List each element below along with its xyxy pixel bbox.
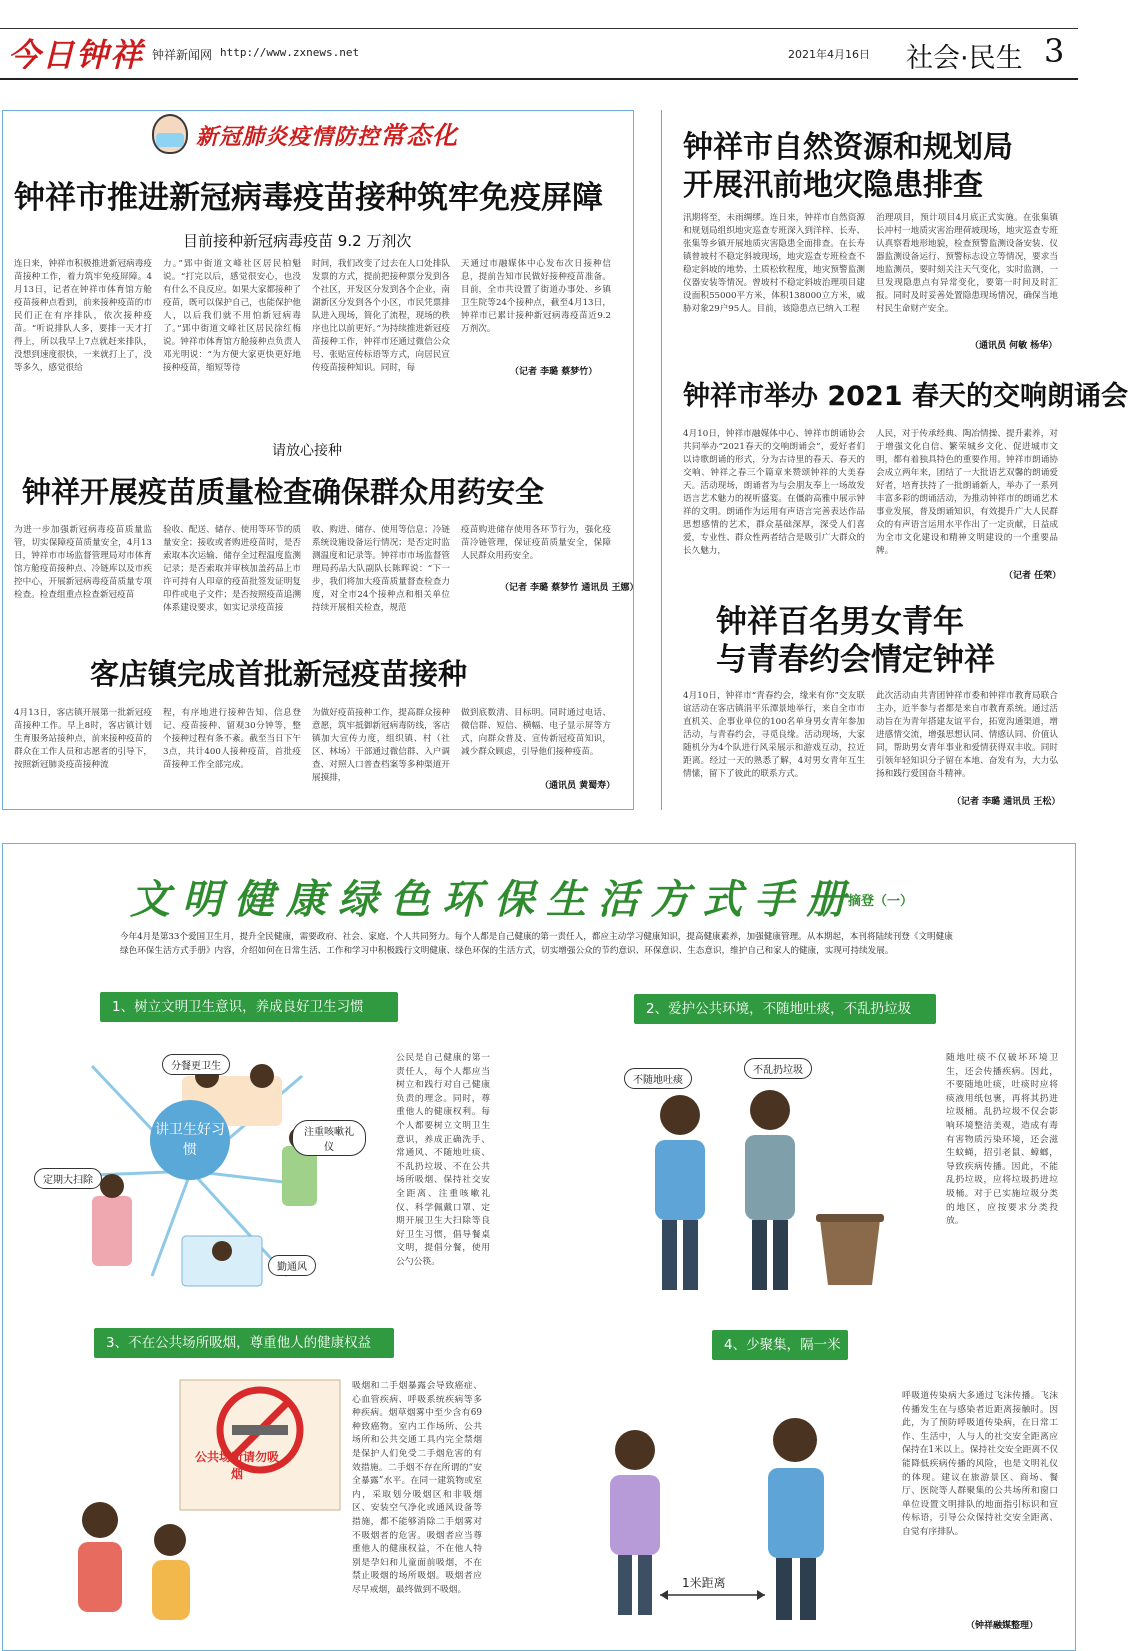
handbook-excerpt-label: 摘登（一） [848, 894, 914, 909]
masthead-rule [0, 78, 1078, 80]
distance-label: 1米距离 [682, 1576, 726, 1590]
social-distance-drawing [580, 1390, 880, 1640]
banner-emphasis: 常态化 [380, 121, 459, 150]
section1-text: 公民是自己健康的第一责任人，每个人都应当树立和践行对自己健康负责的理念。同时，尊重他人的健康权利。每个人都要树立文明卫生意识，养成正确洗手、常通风、不随地吐痰、不乱扔垃圾、不在公共场所吸烟、保持社交安全距离、注重咳嗽礼仪、科学佩戴口罩、定期开展卫生大扫除等良好卫生习惯，倡导餐桌文明，提倡分餐，使用公勺公筷。 [396, 1053, 490, 1267]
article1-byline: （记者 李璐 蔡梦竹） [510, 367, 598, 377]
distance-illustration [580, 1390, 880, 1640]
article1-col3: 时间，我们改变了过去在人口处排队发票的方式，提前把接种票分发到各个社区，开发区分发到各个企业，南湖新区分发到各个小区，市民凭票排队进入现场，简化了流程，现场的秩序也比以前更好。”为持续推进新冠疫苗接种工作，钟祥市还通过微信公众号、张贴宣传标语等方式，向居民宣传疫苗接种知识。同时，每 [312, 259, 450, 373]
article3-col4: 做到底数清、目标明。同时通过电话、微信群、短信、横幅、电子显示屏等方式，向群众普及、宣传新冠疫苗知识，减少群众顾虑，引导他们接种疫苗。 [461, 708, 611, 757]
section4-label: 4、少聚集，隔一米 [712, 1330, 848, 1360]
section3-text: 吸烟和二手烟暴露会导致癌症、心血管疾病、呼吸系统疾病等多种疾病。烟草烟雾中至少含有69种致癌物。室内工作场所、公共场所和公共交通工具内完全禁烟是保护人们免受二手烟危害的有效措施。二手烟不存在所谓的“安全暴露”水平。在同一建筑物或室内，采取划分吸烟区和非吸烟区、安装空气净化或通风设备等措施，都不能够消除二手烟雾对不吸烟者的危害。吸烟者应当尊重他人的健康权益，不在他人特别是孕妇和儿童面前吸烟，不在禁止吸烟的场所吸烟。吸烟者应尽早戒烟，最终做到不吸烟。 [352, 1381, 482, 1595]
article5-col1: 4月10日，钟祥市融媒体中心、钟祥市朗诵协会共同举办“2021春天的交响朗诵会”，爱好者们以诗歌朗诵的形式，分为古诗里的春天、春天的交响、钟祥之春三个篇章来赞颂钟祥的大美春天。活动现场，朗诵者为与会朋友奉上一场故发语言艺术魅力的视听盛宴。在僵韵高雅中展示钟祥的文明。朗诵作为运用有声语言完善表达作品思想感情的艺术，群众基础深厚，深受人们喜爱，专业性、群众性两者结合是吸引广大群众的长久魅力， [683, 429, 865, 556]
handbook-byline: （钟祥融媒整理） [966, 1621, 1039, 1631]
hygiene-center-text: 讲卫生好习惯 [155, 1122, 225, 1158]
article6-byline: （记者 李璐 通讯员 王松） [952, 797, 1061, 807]
bubble-no-spitting: 不随地吐痰 [624, 1068, 692, 1089]
article6-title-line2[interactable]: 与青春约会情定钟祥 [716, 642, 995, 678]
top-rule [0, 28, 1078, 29]
section1-label: 1、树立文明卫生意识，养成良好卫生习惯 [100, 992, 398, 1022]
section2-text: 随地吐痰不仅破坏环境卫生，还会传播疾病。因此，不要随地吐痰，吐痰时应将痰液用纸包裹，再将其扔进垃圾桶。乱扔垃圾不仅会影响环境整洁美观，造成有毒有害物质污染环境，还会滋生蚊蝇，招引老鼠、蟑螂，导致疾病传播。因此，不能乱扔垃圾，应将垃圾扔进垃圾桶。对于已实施垃圾分类的地区，应按要求分类投放。 [946, 1053, 1058, 1227]
handbook-intro: 今年4月是第33个爱国卫生月，提升全民健康，需要政府、社会、家庭、个人共同努力。每个人都是自己健康的第一责任人，都应主动学习健康知识，提高健康素养，加强健康管理。从本期起，本刊将陆续刊登《文明健康绿色环保生活方式手册》内容，介绍如何在日常生活、工作和学习中积极践行文明健康、绿色环保的生活方式，切实增强公众的节约意识、环保意识、生态意识，维护自己和家人的健康，实现可持续发展。 [120, 932, 953, 956]
section2-label: 2、爱护公共环境，不随地吐痰，不乱扔垃圾 [634, 994, 936, 1024]
article3-col1: 4月13日，客店镇开展第一批新冠疫苗接种工作。早上8时，客店镇计划生育服务站接种点，前来接种疫苗的群众在工作人员和志愿者的引导下，按照新冠肺炎疫苗接种流 [14, 708, 152, 770]
article6-col2: 此次活动由共青团钟祥市委和钟祥市教育局联合主办，近半参与者都是来自市教育系统。通过活动旨在为青年搭建友谊平台，拓宽沟通渠道，增进感情交流，增强思想认同、情感认同、价值认同，帮助男女青年事业和爱情获得双丰收。同时引领年轻知识分子留在本地、奋发有为，大力弘扬和践行爱国奋斗精神。 [876, 691, 1058, 779]
article4-title-line1[interactable]: 钟祥市自然资源和规划局 [683, 130, 1013, 165]
banner-prefix: 新冠肺炎疫情防控 [196, 124, 381, 150]
no-smoking-sign: 公共场所请勿吸烟 [194, 1450, 279, 1481]
article6-col1: 4月10日，钟祥市“青春约会，缘来有你”交友联谊活动在客店镇涓平乐潭景地举行，来自全市市直机关、企事业单位的100名单身男女青年参加活动，与青春约会，寻觅良缘。活动现场，大家随机分为4个队进行风采展示和游戏互动，拉近距离。经过一天的熟悉了解，4对男女青年互生情愫，留下了彼此的联系方式。 [683, 691, 865, 779]
article5-byline: （记者 任荣） [1004, 571, 1062, 581]
article3-col3: 为做好疫苗接种工作，提高群众接种意愿，筑牢抵御新冠病毒防线，客店镇加大宣传力度，组织镇、村（社区、林场）干部通过微信群、入户调查、对照人口普查档案等多种渠道开展摸排， [312, 708, 450, 783]
article2-col3: 收、购进、储存、使用等信息；冷链系统设施设备运行情况；是否定时监测温度和记录等。钟祥市市场监督管理局药品大队副队长陈晖说：“下一步，我们将加大疫苗质量督查检查力度，对全市24个接种点和相关单位持续开展相关检查，规范 [312, 525, 450, 613]
article1-col2: 力。”郢中街道文峰社区居民柏魁说。“打完以后，感觉很安心，也没有什么不良反应。如果大家都接种了疫苗，既可以保护自己，也能保护他人，以后我们就不用怕新冠病毒了。”郢中街道文峰社区居民徐红梅说。钟祥市体育馆方舱接种点负责人邓光明说：“为方便大家更快更好地接种疫苗，缩短等待 [163, 259, 301, 373]
article3-title[interactable]: 客店镇完成首批新冠疫苗接种 [90, 657, 468, 691]
article4-title-line2[interactable]: 开展汛前地灾隐患排查 [683, 168, 983, 203]
epidemic-banner [196, 116, 458, 152]
handbook-title: 文明健康绿色环保生活方式手册 [130, 876, 858, 923]
article2-byline: （记者 李璐 蔡梦竹 通讯员 王娜） [500, 583, 639, 593]
article2-col4: 疫苗购进储存使用各环节行为，强化疫苗冷链管理，保证疫苗质量安全，保障人民群众用药安全。 [461, 525, 611, 561]
section4-text: 呼吸道传染病大多通过飞沫传播。飞沫传播发生在与感染者近距离接触时。因此，为了预防呼吸道传染病，在日常工作、生活中，人与人的社交安全距离应保持在1米以上。保持社交安全距离不仅能降低疾病传播的风险，也是文明礼仪的体现。建议在旅游景区、商场、餐厅、医院等人群聚集的公共场所和窗口单位设置文明排队的地面指引标识和宣传标语，引导公众保持社交安全距离、自觉有序排队。 [902, 1391, 1058, 1537]
article2-col1: 为进一步加强新冠病毒疫苗质量监管，切实保障疫苗质量安全，4月13日，钟祥市市场监督管理局对市体育馆方舱疫苗接种点、冷链库以及市疾控中心，开展新冠病毒疫苗质量专项检查。检查组重点检查新冠疫苗 [14, 525, 152, 600]
site-name: 钟祥新闻网 [152, 48, 213, 62]
issue-date: 2021年4月16日 [788, 48, 870, 61]
article5-title[interactable]: 钟祥市举办 2021 春天的交响朗诵会 [683, 381, 1128, 412]
bubble-ventilation: 勤通风 [268, 1255, 316, 1276]
article1-col4: 天通过市融媒体中心发布次日接种信息，提前告知市民做好接种疫苗准备。目前，全市共设置了街道办事处、乡镇卫生院等24个接种点，截至4月13日，钟祥市已累计接种新冠病毒疫苗近9.2万剂次。 [461, 259, 611, 334]
article1-subtitle: 目前接种新冠病毒疫苗 9.2 万剂次 [183, 232, 412, 250]
article3-col2: 程，有序地进行接种告知、信息登记、疫苗接种、留观30分钟等，整个接种过程有条不紊。截至当日下午3点，共计400人接种疫苗，首批疫苗接种工作全部完成。 [163, 708, 301, 770]
bubble-no-littering: 不乱扔垃圾 [744, 1058, 812, 1079]
article5-col2: 人民，对于传承经典、陶冶情操、提升素养，对于增强文化自信、繁荣城乡文化、促进城市文明，都有着独具特色的重要作用。钟祥市朗诵协会成立两年来，团结了一大批语艺双馨的朗诵爱好者，培育扶持了一批朗诵新人，举办了一系列丰富多彩的朗诵活动，为推动钟祥市的朗诵艺术事业发展，普及朗诵知识，有效提升广大人民群众的有声语言运用水平作出了一定贡献，日益成为全市文化建设和精神文明建设的一个重要品牌。 [876, 429, 1058, 556]
hygiene-center-circle [150, 1100, 230, 1180]
bubble-cleaning: 定期大扫除 [34, 1168, 102, 1189]
face-mask-icon [156, 133, 184, 147]
article2-title[interactable]: 钟祥开展疫苗质量检查确保群众用药安全 [22, 475, 545, 509]
page-number: 3 [1044, 32, 1065, 70]
section3-label: 3、不在公共场所吸烟，尊重他人的健康权益 [94, 1328, 394, 1358]
bubble-separate-meals: 分餐更卫生 [162, 1054, 230, 1075]
article4-col2: 治理项目，预计项目4月底正式实施。在张集镇长冲村一地质灾害治理荷坡现场，地灾巡查专班认真察看地形地貌，检查预警监测设备安装、仪器监测设备运行、预警标志设立等情况，要求当地监测员，要时刻关注天气变化，实时监测，一旦发现隐患点有异常变化，要第一时间及时汇报。同时及时妥善处置隐患现场情况，确保当地村民生命财产安全。 [876, 213, 1058, 314]
article3-byline: （通讯员 黄蜀寿） [540, 781, 616, 791]
article4-col1: 汛期将至，未雨绸缪。连日来，钟祥市自然资源和规划局组织地灾巡查专班深入到洋梓、长寿、张集等乡镇开展地质灾害隐患全面排查。在长寿镇曾坡村不稳定斜坡现场，地灾巡查专班检查不稳定斜坡的地势、土质松软程度，地灾预警监测仪器安装等情况。曾坡村不稳定斜坡治理项目建设面积55000平方米，体积138000立方米，威胁对象29户95人。目前，该隐患点已纳入工程 [683, 213, 865, 314]
article1-col1: 连日来，钟祥市积极推进新冠病毒疫苗接种工作，着力筑牢免疫屏障。4月13日，记者在钟祥市体育馆方舱疫苗接种点看到，前来接种疫苗的市民们正在有序排队，依次接种疫苗。“听说排队人多，要排一天才打得上，所以我早上7点就赶来排队，没想到速度很快，一来就打上了，没等多久，感觉很给 [14, 259, 152, 373]
article6-title-line1[interactable]: 钟祥百名男女青年 [716, 604, 964, 640]
article2-col2: 验收、配送、储存、使用等环节的质量安全；接收或者购进疫苗时，是否索取本次运输、储存全过程温度监测记录；是否索取并审核加盖药品上市许可持有人印章的疫苗批签发证明复印件或电子文件；是否按照疫苗追溯体系建设要求，如实记录疫苗接 [163, 525, 301, 613]
newspaper-logo: 今日钟祥 [8, 36, 145, 74]
bubble-cough-etiquette: 注重咳嗽礼仪 [292, 1120, 366, 1156]
site-url[interactable]: http://www.zxnews.net [220, 46, 360, 59]
article2-kicker: 请放心接种 [272, 443, 342, 459]
section-name: 社会·民生 [906, 43, 1023, 74]
article4-byline: （通讯员 何敏 杨华） [970, 341, 1058, 351]
no-smoking-illustration [60, 1370, 350, 1640]
article1-title[interactable]: 钟祥市推进新冠病毒疫苗接种筑牢免疫屏障 [14, 180, 603, 216]
no-smoking-drawing [60, 1370, 350, 1640]
column-separator [661, 110, 662, 810]
